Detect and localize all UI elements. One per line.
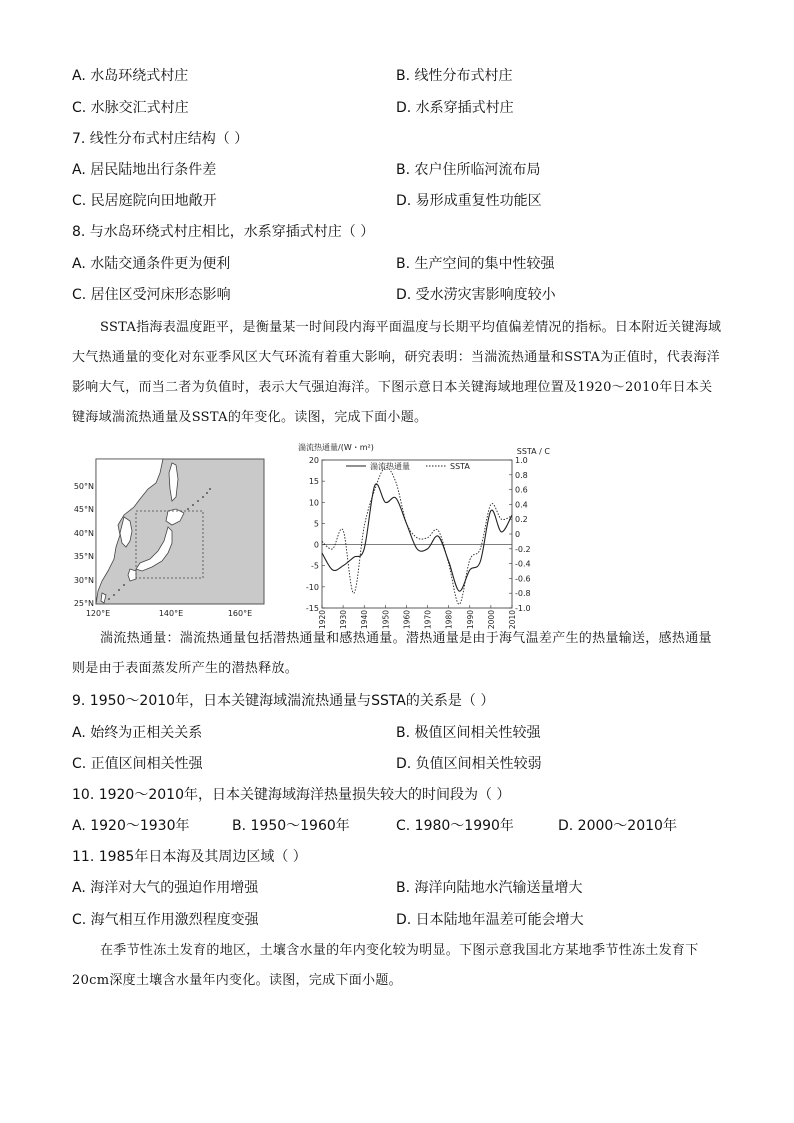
x-tick-label: 2000 [486,610,496,630]
left-tick-label: 20 [308,456,319,465]
x-tick-label: 1970 [423,610,433,630]
q8-option-b: B. 生产空间的集中性较强 [396,256,555,272]
x-tick-label: 1920 [318,610,327,630]
right-tick-label: -0.8 [515,589,531,599]
lat-label: 45°N [73,505,94,514]
x-tick-label: 2010 [508,610,517,630]
left-tick-label: -15 [305,604,319,613]
right-tick-label: -0.4 [515,559,531,569]
legend-label-ssta: SSTA [450,462,470,471]
left-tick-label: 10 [308,498,319,508]
q9-option-b: B. 极值区间相关性较强 [396,725,541,741]
x-tick-label: 1950 [381,610,391,630]
intro-text: SSTA指海表温度距平，是衡量某一时间段内海平面温度与长期平均值偏差情况的指标。日本附近关键海域大气热通量的变化对东亚季风区大气环流有着重大影响，研究表明：当湍流热通量和SSTA为正值时，代表海洋影响大气，而当二者为负值时，表示大气强迫海洋。下图示意日本关键海域地理位置及1920～2010年日本关键海域湍流热通量及SSTA的年变化。读图，完成下面小题。 [72,320,722,425]
right-tick-label: 1.0 [515,456,528,465]
q6-option-d: D. 水系穿插式村庄 [396,100,514,116]
map-kyushu [128,569,136,581]
right-tick-label: 0 [515,530,521,539]
q7-option-a: A. 居民陆地出行条件差 [72,162,217,178]
q11-option-d: D. 日本陆地年温差可能会增大 [396,912,584,928]
q8-option-c: C. 居住区受河床形态影响 [72,287,231,303]
right-tick-label: 0.8 [515,470,528,480]
q6-option-c: C. 水脉交汇式村庄 [72,100,189,116]
lon-label: 160°E [227,609,253,618]
lon-label: 120°E [85,609,111,618]
left-tick-label: 0 [313,540,319,550]
q10-option-d: D. 2000～2010年 [558,818,677,834]
x-tick-label: 1930 [339,610,349,630]
right-tick-label: 0.2 [515,515,528,525]
final-paragraph [72,936,722,996]
left-tick-label: -5 [311,561,319,571]
lat-label: 25°N [73,599,94,608]
q10-option-b: B. 1950～1960年 [232,818,350,834]
right-tick-label: 0.6 [515,485,528,495]
q8-option-d: D. 受水涝灾害影响度较小 [396,287,556,303]
q6-option-a: A. 水岛环绕式村庄 [72,68,189,84]
q7-option-c: C. 民居庭院向田地敞开 [72,193,217,209]
x-tick-label: 1940 [360,610,370,630]
q7-option-b: B. 农户住所临河流布局 [396,162,541,178]
right-tick-label: 0.4 [515,500,528,510]
left-axis-label: 湍流热通量/(W・m²) [298,443,374,452]
q9-option-a: A. 始终为正相关关系 [72,725,203,741]
q9-option-d: D. 负值区间相关性较弱 [396,756,542,772]
note-text: 湍流热通量：湍流热通量包括潜热通量和感热通量。潜热通量是由于海气温差产生的热量输送，感热通量则是由于表面蒸发所产生的潜热释放。 [72,631,712,676]
q10-stem: 10. 1920～2010年，日本关键海域海洋热量损失较大的时间段为（ ） [72,787,511,803]
left-tick-label: 15 [308,477,319,487]
q7-stem: 7. 线性分布式村庄结构（ ） [72,131,249,147]
location-map [68,455,270,620]
flux-ssta-chart [292,438,556,630]
lat-label: 35°N [73,552,94,561]
q8-option-a: A. 水陆交通条件更为便利 [72,256,231,272]
series-line-ssta [322,467,512,604]
q11-option-a: A. 海洋对大气的强迫作用增强 [72,880,259,896]
q11-option-b: B. 海洋向陆地水汽输送量增大 [396,880,583,896]
lon-label: 140°E [158,609,184,618]
left-tick-label: 5 [313,519,319,529]
q10-option-a: A. 1920～1930年 [72,818,190,834]
final-text: 在季节性冻土发育的地区，土壤含水量的年内变化较为明显。下图示意我国北方某地季节性冻土发育下20cm深度土壤含水量年内变化。读图，完成下面小题。 [72,943,699,988]
intro-paragraph [72,313,722,433]
right-tick-label: -0.6 [515,574,531,584]
q11-option-c: C. 海气相互作用激烈程度变强 [72,912,259,928]
x-tick-label: 1980 [444,610,454,630]
right-axis-label: SSTA / C [516,447,550,456]
left-tick-label: -10 [305,582,319,592]
legend-label-heat-flux: 湍流热通量 [370,462,410,471]
lat-label: 50°N [73,482,94,491]
lat-label: 40°N [73,529,94,538]
q10-option-c: C. 1980～1990年 [396,818,514,834]
q9-stem: 9. 1950～2010年，日本关键海域湍流热通量与SSTA的关系是（ ） [72,693,495,709]
q9-option-c: C. 正值区间相关性强 [72,756,203,772]
q8-stem: 8. 与水岛环绕式村庄相比，水系穿插式村庄（ ） [72,224,375,240]
x-tick-label: 1960 [402,610,412,630]
x-tick-label: 1990 [465,610,475,630]
q7-option-d: D. 易形成重复性功能区 [396,193,542,209]
note-paragraph [72,624,722,684]
q6-option-b: B. 线性分布式村庄 [396,68,513,84]
lat-label: 30°N [73,576,94,585]
right-tick-label: -0.2 [515,544,531,554]
right-tick-label: -1.0 [515,604,531,613]
q11-stem: 11. 1985年日本海及其周边区域（ ） [72,849,307,865]
